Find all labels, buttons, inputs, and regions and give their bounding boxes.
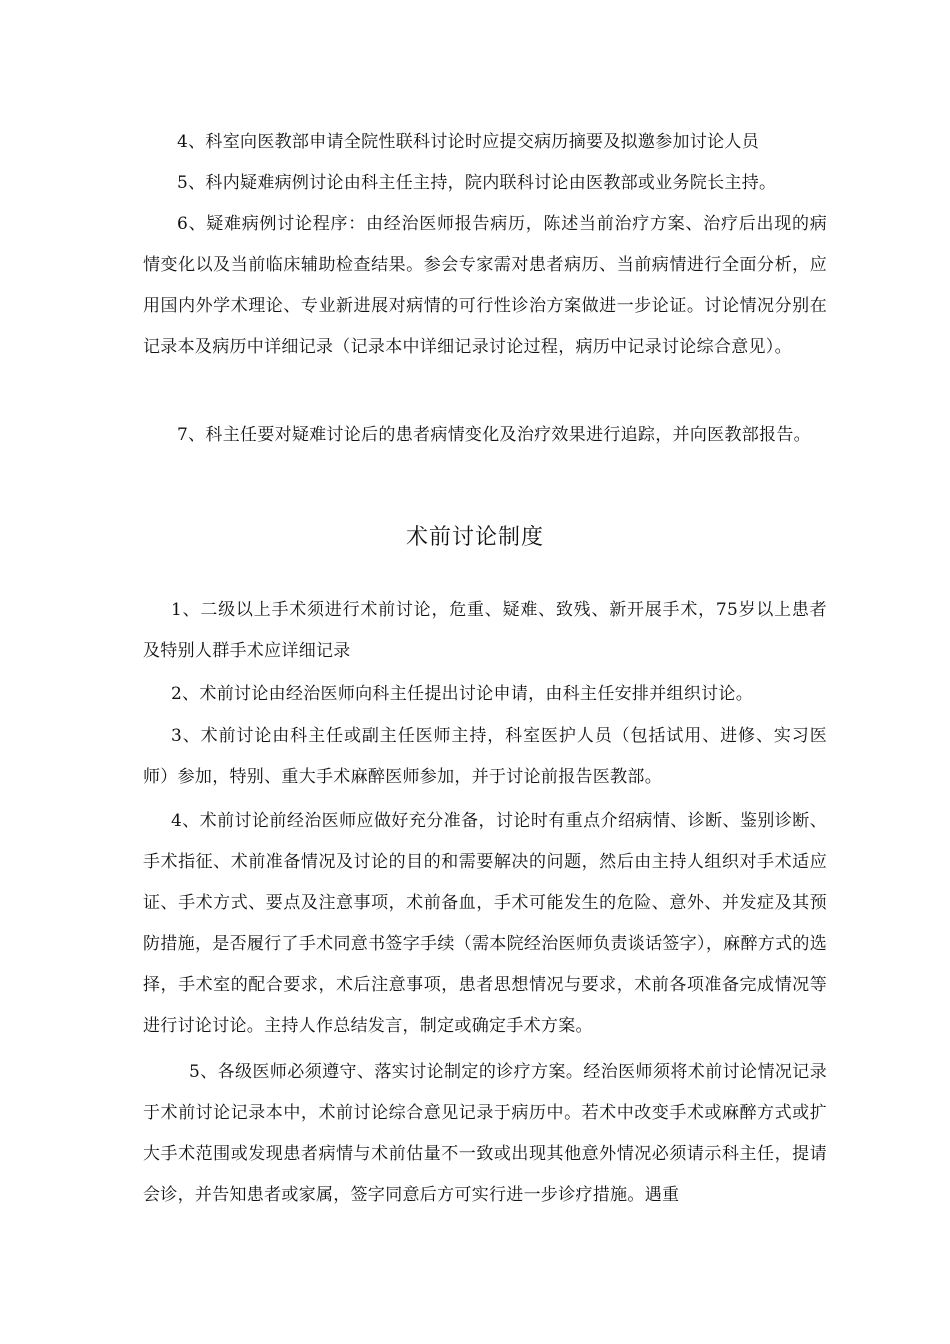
- section-title: 术前讨论制度: [405, 525, 544, 550]
- paragraph-item-7: 7、科主任要对疑难讨论后的患者病情变化及治疗效果进行追踪，并向医教部报告。: [177, 425, 811, 445]
- paragraph-item-3: 3、术前讨论由科主任或副主任医师主持，科室医护人员（包括试用、进修、实习医师）参加，特别、重大手术麻醉医师参加，并于讨论前报告医教部。: [143, 726, 827, 787]
- paragraph-item-6: 6、疑难病例讨论程序：由经治医师报告病历，陈述当前治疗方案、治疗后出现的病情变化以及当前临床辅助检查结果。参会专家需对患者病历、当前病情进行全面分析，应用国内外学术理论、专业新进展对病情的可行性诊治方案做进一步论证。讨论情况分别在记录本及病历中详细记录（记录本中详细记录讨论过程，病历中记录讨论综合意见）。: [143, 214, 827, 357]
- paragraph-item-4: 4、科室向医教部申请全院性联科讨论时应提交病历摘要及拟邀参加讨论人员: [177, 132, 760, 152]
- paragraph-item-1: 1、二级以上手术须进行术前讨论，危重、疑难、致残、新开展手术，75岁以上患者及特别人群手术应详细记录: [143, 600, 827, 661]
- paragraph-item-5b: 5、各级医师必须遵守、落实讨论制定的诊疗方案。经治医师须将术前讨论情况记录于术前讨论记录本中，术前讨论综合意见记录于病历中。若术中改变手术或麻醉方式或扩大手术范围或发现患者病情与术前估量不一致或出现其他意外情况必须请示科主任，提请会诊，并告知患者或家属，签字同意后方可实行进一步诊疗措施。遇重: [143, 1062, 827, 1205]
- paragraph-item-2: 2、术前讨论由经治医师向科主任提出讨论申请，由科主任安排并组织讨论。: [171, 684, 754, 704]
- paragraph-item-5: 5、科内疑难病例讨论由科主任主持，院内联科讨论由医教部或业务院长主持。: [177, 173, 777, 193]
- paragraph-item-4b: 4、术前讨论前经治医师应做好充分准备，讨论时有重点介绍病情、诊断、鉴别诊断、手术指征、术前准备情况及讨论的目的和需要解决的问题，然后由主持人组织对手术适应证、手术方式、要点及注意事项，术前备血，手术可能发生的危险、意外、并发症及其预防措施，是否履行了手术同意书签字手续（需本院经治医师负责谈话签字），麻醉方式的选择，手术室的配合要求，术后注意事项，患者思想情况与要求，术前各项准备完成情况等进行讨论讨论。主持人作总结发言，制定或确定手术方案。: [143, 811, 827, 1036]
